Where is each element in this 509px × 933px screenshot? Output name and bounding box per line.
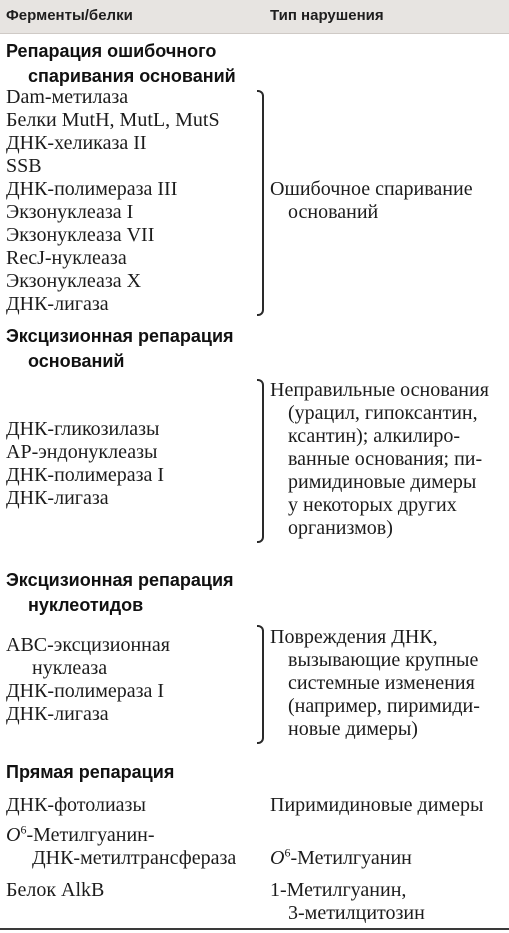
damage-line: ксантин); алкилиро- bbox=[288, 425, 461, 447]
damage-type-base-excision bbox=[270, 379, 489, 540]
table-bottom-rule bbox=[0, 928, 509, 930]
damage-line: Ошибочное спаривание bbox=[270, 178, 473, 200]
enzyme-item: Экзонуклеаза VII bbox=[6, 224, 155, 246]
section-title-direct-repair bbox=[6, 760, 174, 785]
damage-line: 1-Метилгуанин, bbox=[270, 879, 407, 901]
section-title-line: спаривания оснований bbox=[28, 66, 236, 86]
grouping-brace bbox=[257, 625, 264, 744]
enzyme-list-mismatch-repair bbox=[6, 86, 220, 316]
column-header-enzymes: Ферменты/белки bbox=[6, 7, 133, 24]
section-title-line: Эксцизионная репарация bbox=[6, 570, 234, 590]
grouping-brace bbox=[257, 379, 264, 543]
damage-line: новые димеры) bbox=[288, 718, 418, 740]
damage-line: системные изменения bbox=[288, 672, 475, 694]
enzyme-item: АВС-эксцизионная bbox=[6, 634, 170, 656]
enzyme-item-continuation: ДНК-метилтрансфераза bbox=[32, 847, 237, 869]
section-title-line: нуклеотидов bbox=[28, 595, 144, 615]
enzyme-item: RecJ-нуклеаза bbox=[6, 247, 127, 269]
table-header bbox=[0, 0, 509, 34]
enzyme-list-nucleotide-excision-repair bbox=[6, 634, 170, 726]
damage-line: вызывающие крупные bbox=[288, 649, 479, 671]
enzyme-item: Белок AlkB bbox=[6, 879, 105, 901]
section-title-base-excision-repair bbox=[6, 324, 234, 374]
enzyme-item: АР-эндонуклеазы bbox=[6, 441, 158, 463]
enzyme-item: Экзонуклеаза I bbox=[6, 201, 134, 223]
damage-line: -Метилгуанин bbox=[290, 847, 412, 869]
superscript-6: 6 bbox=[284, 845, 291, 860]
enzyme-item: ДНК-хеликаза II bbox=[6, 132, 147, 154]
enzyme-item: Dam-метилаза bbox=[6, 86, 129, 108]
grouping-brace bbox=[257, 90, 264, 316]
damage-line: 3-метилцитозин bbox=[288, 902, 425, 924]
damage-line: оснований bbox=[288, 201, 379, 223]
enzyme-item: ДНК-полимераза I bbox=[6, 680, 165, 702]
section-title-line: Прямая репарация bbox=[6, 762, 175, 782]
enzyme-item: Экзонуклеаза X bbox=[6, 270, 142, 292]
enzyme-item bbox=[6, 824, 155, 846]
direct-repair-damage-pyrimidine-dimers bbox=[270, 794, 483, 817]
damage-line: ванные основания; пи- bbox=[288, 448, 483, 470]
damage-line: организмов) bbox=[288, 517, 393, 539]
section-title-line: Репарация ошибочного bbox=[6, 41, 217, 61]
enzyme-item: SSB bbox=[6, 155, 42, 177]
superscript-6: 6 bbox=[20, 822, 27, 837]
section-title-line: Эксцизионная репарация bbox=[6, 326, 234, 346]
damage-line: Неправильные основания bbox=[270, 379, 489, 401]
enzyme-list-base-excision-repair bbox=[6, 418, 164, 510]
section-title-line: оснований bbox=[28, 351, 125, 371]
enzyme-item: Белки MutH, MutL, MutS bbox=[6, 109, 220, 131]
direct-repair-enzyme-alkb bbox=[6, 879, 104, 902]
damage-line: римидиновые димеры bbox=[288, 471, 477, 493]
enzyme-item bbox=[6, 657, 170, 680]
section-title-nucleotide-excision-repair bbox=[6, 568, 234, 618]
direct-repair-enzyme-photolyase bbox=[6, 794, 146, 817]
enzyme-item: ДНК-гликозилазы bbox=[6, 418, 160, 440]
section-title-mismatch-repair bbox=[6, 39, 236, 89]
damage-type-nucleotide-excision bbox=[270, 626, 480, 741]
direct-repair-damage-alkb bbox=[270, 879, 425, 925]
enzyme-item: ДНК-полимераза I bbox=[6, 464, 165, 486]
column-header-damage-type: Тип нарушения bbox=[270, 7, 384, 24]
enzyme-item: ДНК-лигаза bbox=[6, 487, 109, 509]
enzyme-text: -Метилгуанин- bbox=[26, 824, 155, 846]
enzyme-item-continuation: нуклеаза bbox=[32, 657, 108, 679]
italic-o-letter: O bbox=[270, 847, 285, 869]
damage-line: (например, пиримиди- bbox=[288, 695, 480, 717]
enzyme-item: ДНК-лигаза bbox=[6, 703, 109, 725]
damage-line: у некоторых других bbox=[288, 494, 457, 516]
damage-type-mismatch bbox=[270, 178, 473, 224]
direct-repair-damage-o6-methylguanine bbox=[270, 847, 412, 870]
enzyme-item: ДНК-фотолиазы bbox=[6, 794, 146, 816]
enzyme-item: ДНК-лигаза bbox=[6, 293, 109, 315]
italic-o-letter: O bbox=[6, 824, 21, 846]
direct-repair-enzyme-methyltransferase bbox=[6, 824, 236, 870]
damage-line: Пиримидиновые димеры bbox=[270, 794, 484, 816]
damage-line: (урацил, гипоксантин, bbox=[288, 402, 478, 424]
enzyme-item: ДНК-полимераза III bbox=[6, 178, 178, 200]
damage-line: Повреждения ДНК, bbox=[270, 626, 438, 648]
